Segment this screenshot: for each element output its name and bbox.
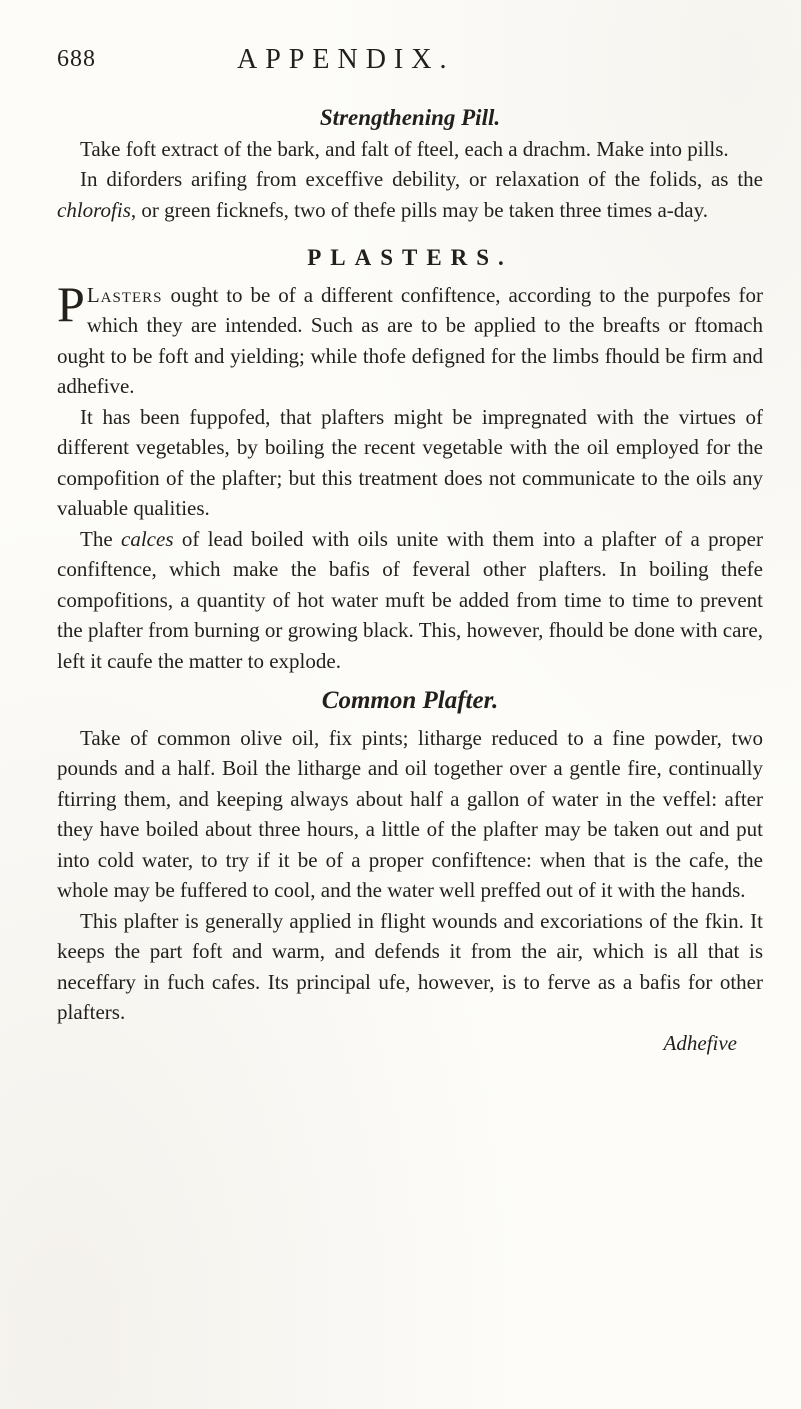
section-strengthening-pill (57, 103, 763, 225)
page-number: 688 (57, 46, 96, 72)
section-common-plaster (57, 686, 763, 1028)
catchword: Adhefive (663, 1030, 737, 1055)
section-plasters (57, 243, 763, 676)
italic-term: calces (121, 526, 174, 551)
running-head: APPENDIX. (237, 44, 455, 75)
body-text (57, 103, 763, 1058)
drop-initial: P (57, 275, 85, 332)
text-run: ought to be of a different confiftence, according to the purpofes for which they are intended. Such as are to be applied to the breafts or ftomach ought to be foft and yielding; while thofe defigned for the limbs fhould be firm and adhefive. (57, 282, 763, 398)
paragraph: It has been fuppofed, that plafters might be impregnated with the virtues of different vegetables, by boiling the recent vegetable with the oil employed for the compofition of the plafter; but this treatment does not communicate to the oils any valuable qualities. (57, 404, 763, 520)
page-header (57, 40, 763, 80)
paragraph: Take foft extract of the bark, and falt of fteel, each a drachm. Make into pills. (80, 136, 729, 161)
paragraph (57, 164, 763, 225)
section-heading: Common Plafter. (321, 687, 499, 714)
paragraph: This plafter is generally applied in flight wounds and excoriations of the fkin. It keeps the part foft and warm, and defends it from the air, which is all that is neceffary in fuch cafes. Its principal ufe, however, is to ferve as a bafis for other plafters. (57, 908, 763, 1024)
text-run: of lead boiled with oils unite with them into a plafter of a proper confiftence, which make the bafis of feveral other plafters. In boiling thefe compofitions, a quantity of hot water muft be added from time to time to prevent the plafter from burning or growing black. This, however, fhould be done with care, left it caufe the matter to explode. (57, 526, 763, 673)
section-heading: Strengthening Pill. (319, 105, 501, 130)
paragraph (57, 524, 763, 677)
text-run: The (80, 526, 122, 551)
paragraph (57, 275, 763, 402)
section-heading: PLASTERS. (307, 245, 513, 270)
text-run: , or green ficknefs, two of thefe pills may be taken three times a-day. (130, 197, 708, 222)
text-run: In diforders arifing from exceffive debility, or relaxation of the folids, as the (80, 167, 763, 191)
small-caps-word: Lasters (86, 282, 163, 307)
paragraph: Take of common olive oil, fix pints; litharge reduced to a fine powder, two pounds and a half. Boil the litharge and oil together over a gentle fire, continually ftirring them, and keeping always about half a gallon of water in the veffel: after they have boiled about three hours, a little of the plafter may be taken out and put into cold water, to try if it be of a proper confiftence: when that is the cafe, the whole may be fuffered to cool, and the water well preffed out of it with the hands. (57, 725, 763, 902)
italic-term: chlorofis (57, 197, 131, 222)
